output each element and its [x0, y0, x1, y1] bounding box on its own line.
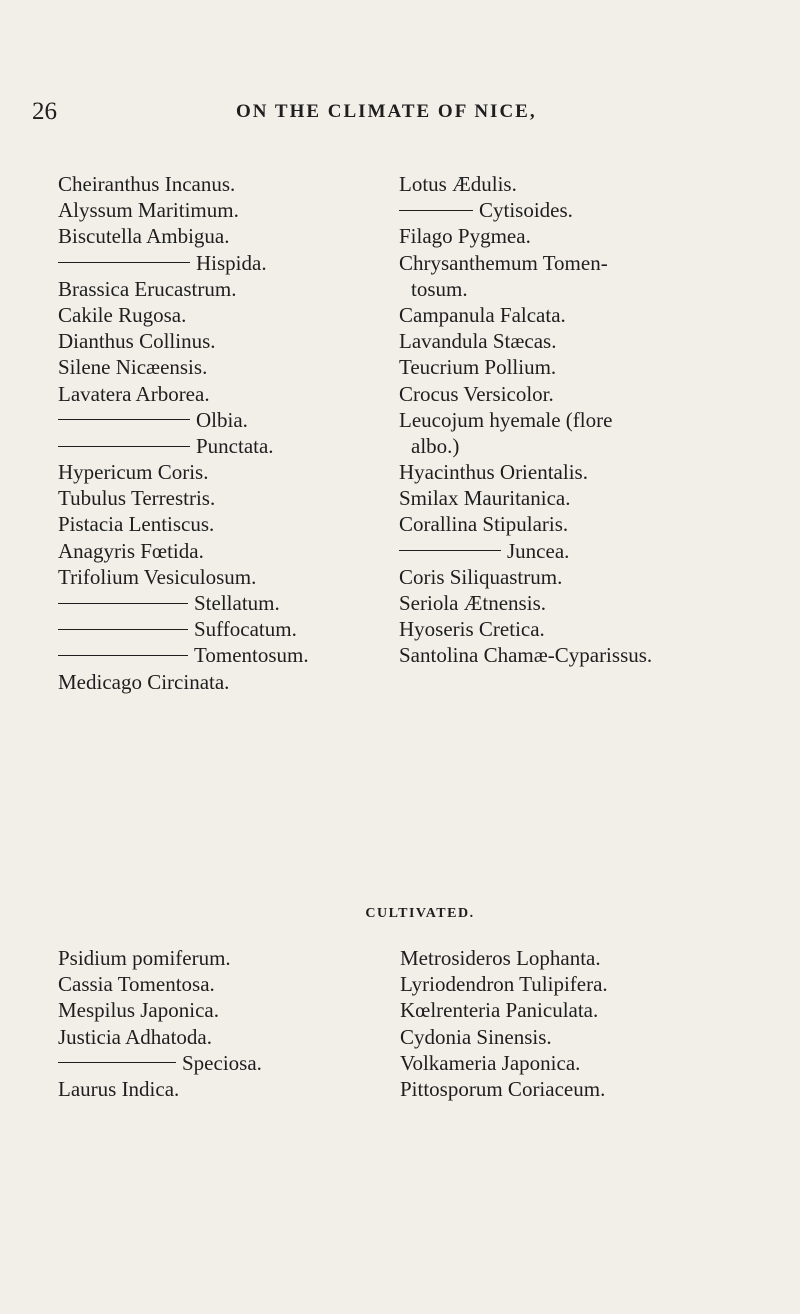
plant-name: Pistacia Lentiscus. — [58, 512, 215, 537]
plant-entry — [58, 944, 378, 970]
plant-entry — [58, 564, 388, 590]
plant-name: Olbia. — [196, 407, 248, 432]
plant-entry — [58, 407, 388, 433]
plant-entry — [399, 485, 799, 511]
plant-name: Cheiranthus Incanus. — [58, 172, 236, 196]
plant-name: Kœlrenteria Paniculata. — [400, 998, 599, 1023]
plant-name: Punctata. — [196, 433, 274, 458]
plant-name: Metrosideros Lophanta. — [400, 946, 601, 970]
plant-name: Lotus Ædulis. — [399, 172, 517, 196]
cultivated-plants-left-column — [58, 944, 378, 1101]
plant-name: Tubulus Terrestris. — [58, 486, 216, 511]
plant-name: Cytisoides. — [479, 198, 573, 223]
ditto-dash — [58, 655, 188, 656]
plant-entry — [400, 996, 800, 1022]
plant-name: Speciosa. — [182, 1050, 262, 1075]
plant-entry — [399, 276, 799, 302]
plant-entry — [400, 970, 800, 996]
section-heading-cultivated: CULTIVATED. — [365, 906, 475, 921]
ditto-dash — [58, 603, 188, 604]
plant-entry — [58, 197, 388, 223]
plant-entry — [400, 944, 800, 970]
plant-name: Cydonia Sinensis. — [400, 1024, 552, 1049]
plant-entry — [399, 407, 799, 433]
plant-name: Smilax Mauritanica. — [399, 486, 571, 511]
plant-entry — [399, 381, 799, 407]
plant-name: Cakile Rugosa. — [58, 302, 187, 327]
page-number: 26 — [32, 98, 57, 125]
plant-name: Silene Nicæensis. — [58, 355, 208, 380]
plant-name: Juncea. — [507, 538, 570, 563]
plant-name: Campanula Falcata. — [399, 302, 566, 327]
plant-entry — [58, 459, 388, 485]
plant-entry — [58, 642, 388, 668]
plant-entry — [399, 197, 799, 223]
plant-entry — [400, 1023, 800, 1049]
running-title: ON THE CLIMATE OF NICE, — [236, 101, 537, 122]
plant-entry — [58, 590, 388, 616]
plant-name: Seriola Ætnensis. — [399, 591, 546, 615]
plant-name: Dianthus Collinus. — [58, 329, 216, 354]
plant-name: Psidium pomiferum. — [58, 946, 231, 970]
wild-plants-right-column — [399, 171, 799, 669]
ditto-dash — [399, 210, 473, 211]
plant-entry — [58, 485, 388, 511]
plant-name: Hyoseris Cretica. — [399, 617, 545, 642]
plant-name: Santolina Chamæ-Cyparissus. — [399, 643, 653, 668]
plant-entry — [58, 538, 388, 564]
plant-name: Teucrium Pollium. — [399, 355, 557, 380]
plant-entry — [399, 616, 799, 642]
plant-entry — [399, 564, 799, 590]
plant-entry — [399, 459, 799, 485]
plant-entry — [58, 1023, 378, 1049]
plant-entry — [399, 250, 799, 276]
plant-entry — [58, 616, 388, 642]
plant-entry — [58, 433, 388, 459]
ditto-dash — [58, 629, 188, 630]
plant-entry — [400, 1075, 800, 1101]
plant-name: Anagyris Fœtida. — [58, 538, 204, 563]
plant-name: Lyriodendron Tulipifera. — [400, 972, 608, 997]
page-header — [32, 98, 692, 128]
ditto-dash — [58, 446, 190, 447]
plant-name: Pittosporum Coriaceum. — [400, 1076, 606, 1101]
plant-name: Stellatum. — [194, 591, 280, 615]
plant-name: Corallina Stipularis. — [399, 512, 569, 537]
plant-name: Hispida. — [196, 250, 267, 275]
plant-entry — [58, 276, 388, 302]
cultivated-plants-right-column — [400, 944, 800, 1101]
plant-entry — [399, 433, 799, 459]
plant-entry — [58, 223, 388, 249]
plant-name: Mespilus Japonica. — [58, 998, 219, 1023]
plant-name: Leucojum hyemale (flore — [399, 407, 613, 432]
plant-entry — [399, 354, 799, 380]
ditto-dash — [58, 419, 190, 420]
plant-entry — [58, 970, 378, 996]
plant-name: Medicago Circinata. — [58, 669, 230, 694]
plant-name: Justicia Adhatoda. — [58, 1024, 212, 1049]
plant-entry — [58, 996, 378, 1022]
plant-name: Chrysanthemum Tomen- — [399, 250, 608, 275]
plant-entry — [58, 381, 388, 407]
plant-name: Filago Pygmea. — [399, 224, 531, 249]
plant-entry — [58, 250, 388, 276]
plant-entry — [399, 590, 799, 616]
plant-name: Lavatera Arborea. — [58, 381, 210, 406]
plant-entry — [58, 1049, 378, 1075]
plant-entry — [58, 354, 388, 380]
ditto-dash — [399, 550, 501, 551]
plant-name: Biscutella Ambigua. — [58, 224, 230, 249]
plant-entry — [58, 302, 388, 328]
plant-entry — [58, 669, 388, 695]
plant-name: albo.) — [411, 433, 460, 458]
plant-name: Alyssum Maritimum. — [58, 198, 239, 223]
plant-name: Coris Siliquastrum. — [399, 564, 563, 589]
plant-entry — [399, 328, 799, 354]
plant-entry — [58, 511, 388, 537]
plant-name: Crocus Versicolor. — [399, 381, 554, 406]
plant-name: tosum. — [411, 276, 468, 301]
plant-entry — [400, 1049, 800, 1075]
plant-name: Tomentosum. — [194, 643, 309, 668]
plant-entry — [399, 302, 799, 328]
ditto-dash — [58, 262, 190, 263]
wild-plants-left-column — [58, 171, 388, 695]
plant-entry — [399, 171, 799, 197]
plant-entry — [58, 1075, 378, 1101]
plant-name: Hypericum Coris. — [58, 460, 209, 485]
plant-name: Hyacinthus Orientalis. — [399, 460, 588, 485]
plant-entry — [399, 511, 799, 537]
plant-name: Trifolium Vesiculosum. — [58, 564, 257, 589]
plant-name: Laurus Indica. — [58, 1076, 180, 1101]
plant-entry — [399, 223, 799, 249]
ditto-dash — [58, 1062, 176, 1063]
plant-name: Suffocatum. — [194, 617, 297, 642]
plant-name: Volkameria Japonica. — [400, 1050, 581, 1075]
plant-entry — [58, 171, 388, 197]
plant-entry — [58, 328, 388, 354]
plant-name: Cassia Tomentosa. — [58, 972, 215, 997]
plant-name: Brassica Erucastrum. — [58, 276, 237, 301]
plant-entry — [399, 642, 799, 668]
plant-entry — [399, 538, 799, 564]
plant-name: Lavandula Stæcas. — [399, 329, 557, 354]
